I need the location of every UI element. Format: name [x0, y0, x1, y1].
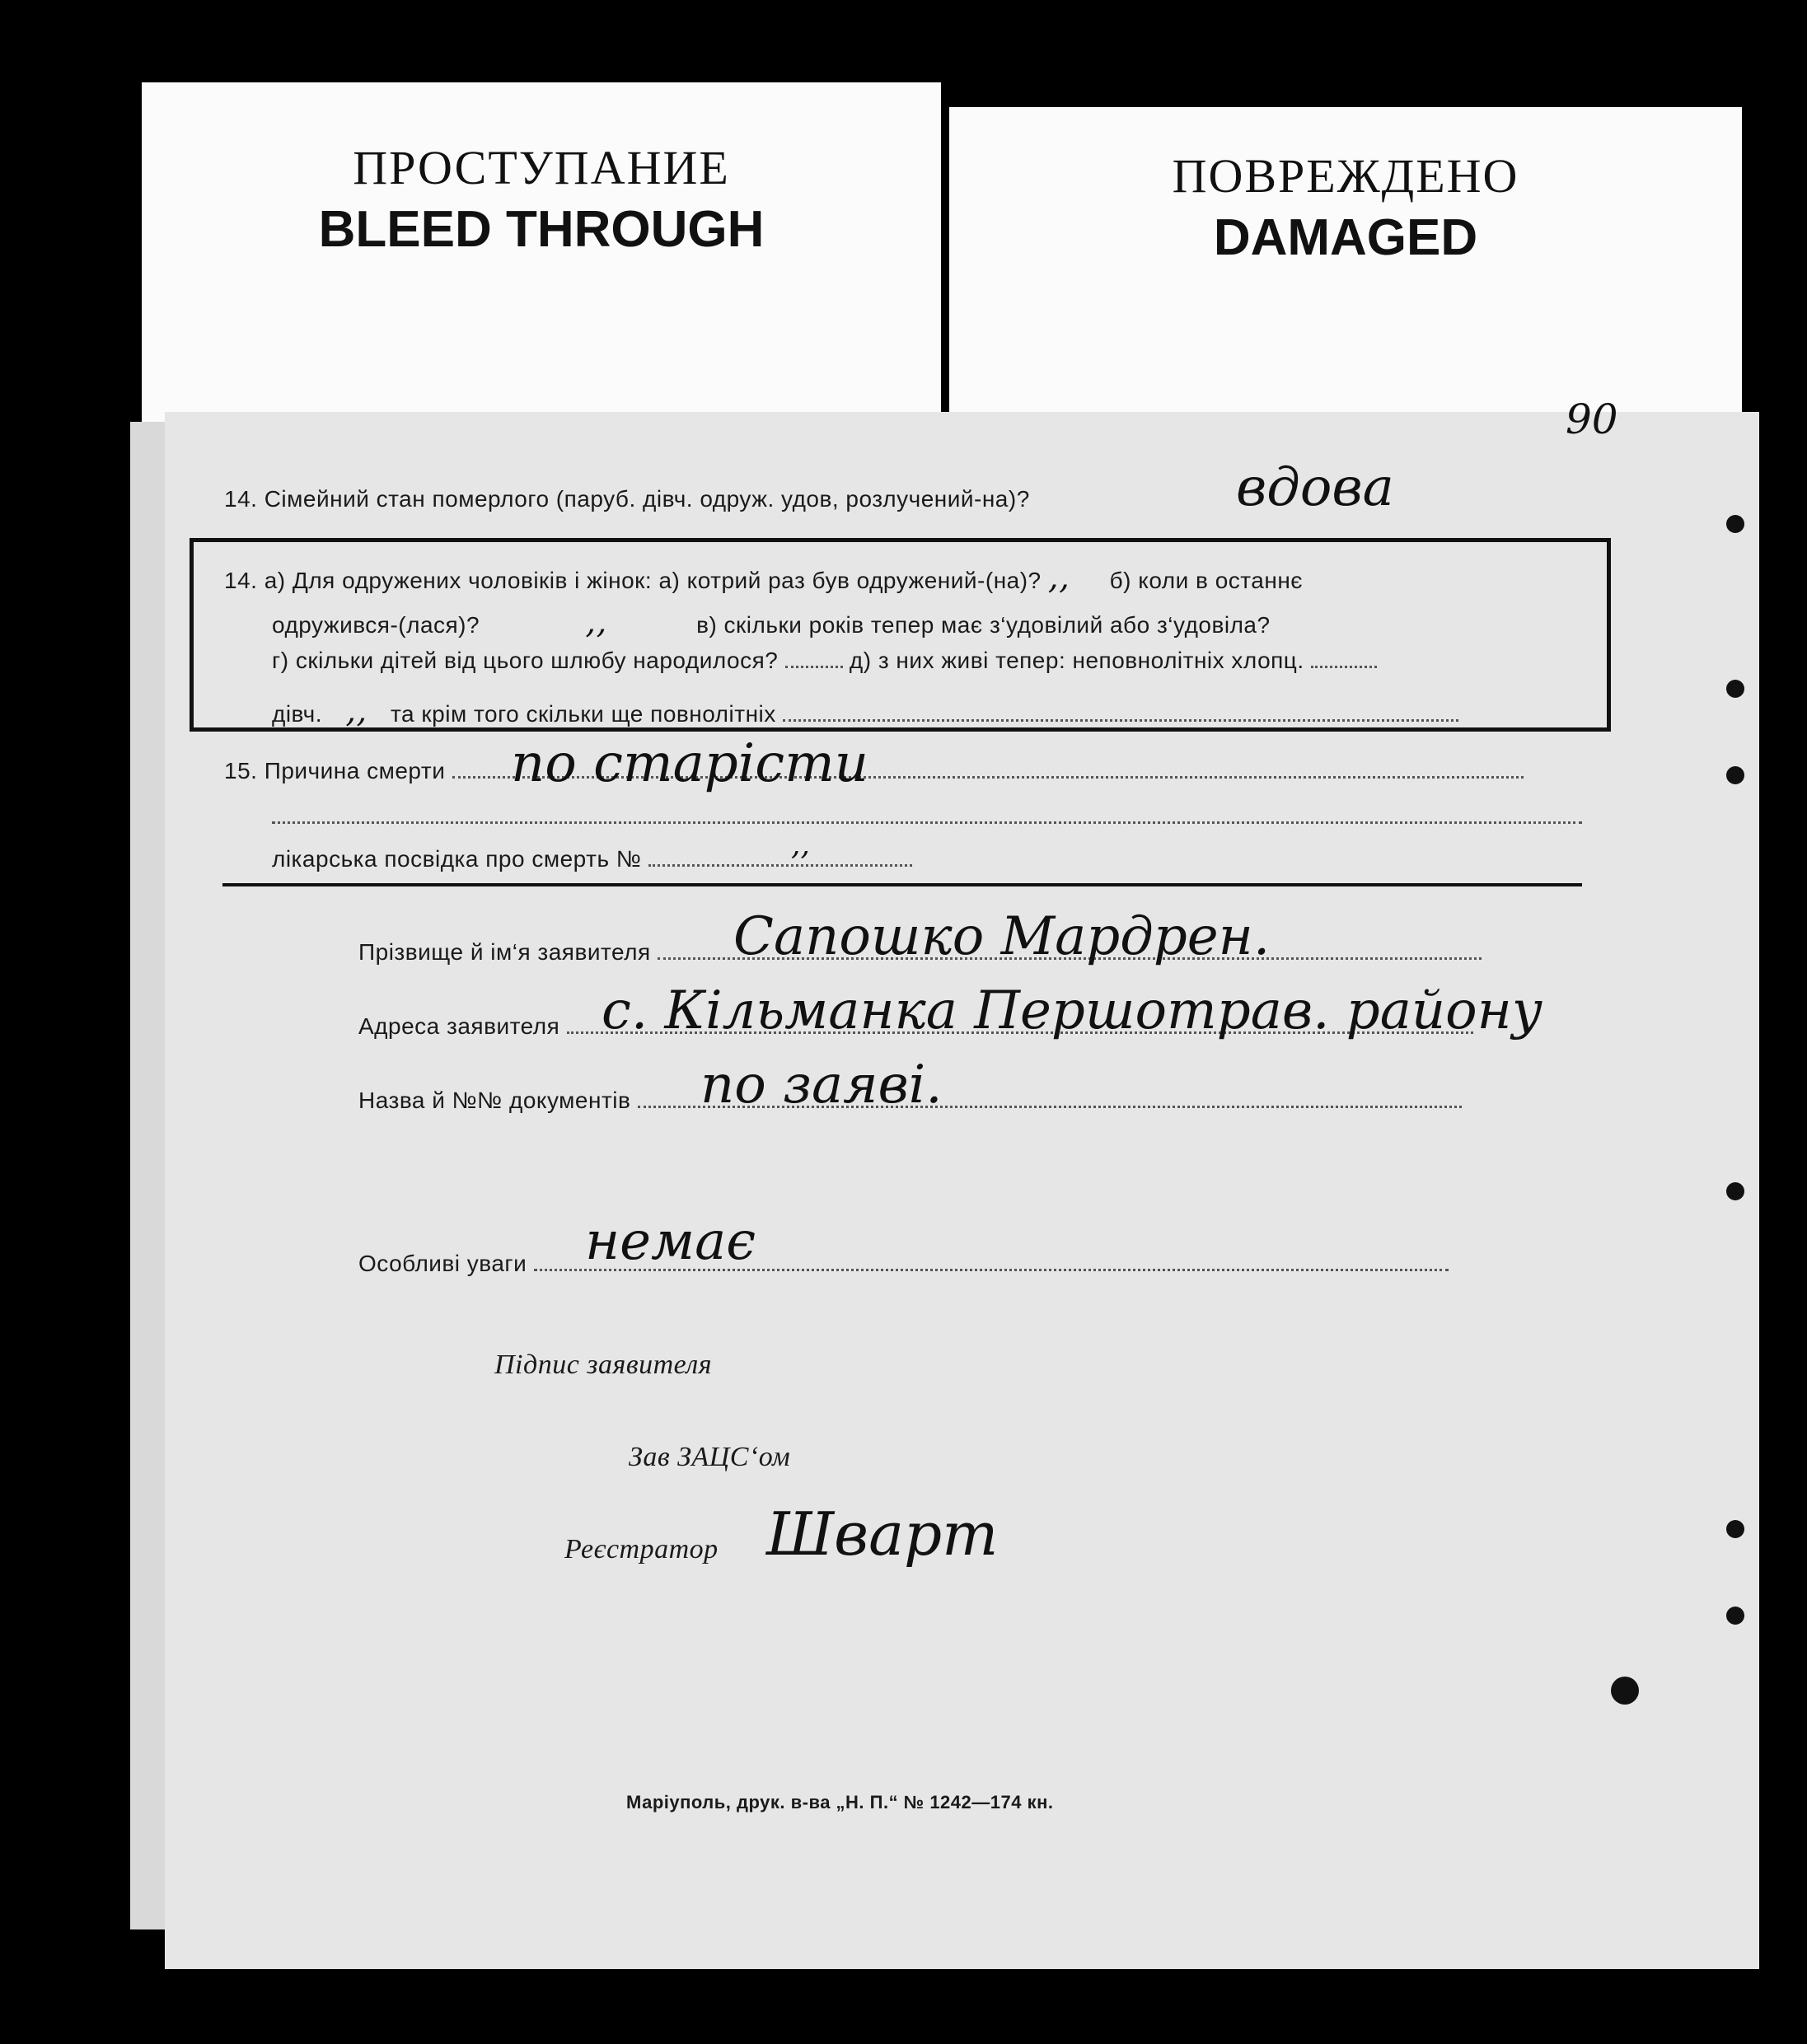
death-record-form [165, 395, 1759, 1969]
bleed-through-card [142, 82, 941, 437]
registrar-label: Реєстратор [564, 1534, 719, 1565]
head-zags-label: Зав ЗАЦС‘ом [629, 1442, 791, 1472]
documents-answer: по заяві. [700, 1055, 943, 1116]
dotted-line [1311, 665, 1377, 668]
binding-hole [1726, 766, 1744, 784]
dotted-line [783, 718, 1458, 722]
binding-hole [1611, 1677, 1639, 1705]
q14-line4-a: дівч. [272, 701, 323, 727]
q15-cause-label: 15. Причина смерти [224, 758, 446, 783]
remarks-answer: немає [585, 1211, 756, 1272]
documents-label: Назва й №№ документів [358, 1087, 631, 1113]
binding-hole [1726, 515, 1744, 533]
medical-cert-answer: ,, [791, 828, 810, 862]
q15-cause-answer: по старісти [511, 733, 868, 794]
q14-line2-b: в) скільки років тепер має з‘удовілий або з‘удовіла? [696, 612, 1271, 638]
printer-footer: Маріуполь, друк. в-ва „Н. П.“ № 1242—174 кн. [626, 1792, 1054, 1812]
q14-line3-b: д) з них живі тепер: неповнолітніх хлопц. [849, 648, 1304, 673]
q14-line1-a: 14. а) Для одружених чоловіків і жінок: а) котрий раз був одружений-(на)? [224, 568, 1042, 593]
bleed-through-label-en: BLEED THROUGH [318, 201, 765, 258]
q14-marital-label: 14. Сімейний стан померлого (паруб. дівч. одруж. удов, розлучений-на)? [224, 486, 1030, 512]
section-divider [222, 883, 1582, 886]
binding-hole [1726, 1607, 1744, 1625]
applicant-signature-label: Підпис заявителя [494, 1349, 713, 1380]
binding-hole [1726, 1182, 1744, 1200]
damaged-card [949, 107, 1742, 437]
q14-line1-answer: ,, [1047, 559, 1070, 596]
q14-line3-a: г) скільки дітей від цього шлюбу народилося? [272, 648, 779, 673]
damaged-label-en: DAMAGED [1213, 209, 1478, 266]
damaged-label-ru: ПОВРЕЖДЕНО [1172, 149, 1519, 203]
q14-marital-answer: вдова [1236, 457, 1394, 518]
binding-hole [1726, 1520, 1744, 1538]
remarks-label: Особливі уваги [358, 1251, 527, 1276]
corner-mark: 90 [1566, 395, 1618, 443]
binding-hole [1726, 680, 1744, 698]
q14-line2-answer: ,, [585, 603, 607, 641]
dotted-line [785, 665, 843, 668]
q14-line4-b: та крім того скільки ще повнолітніх [391, 701, 776, 727]
q14-line1-b: б) коли в останнє [1109, 568, 1304, 593]
dotted-line [648, 863, 912, 867]
applicant-address-label: Адреса заявителя [358, 1013, 560, 1039]
applicant-name-answer: Сапошко Мардрен. [733, 906, 1271, 967]
q14-line4-answer: ,, [345, 692, 367, 730]
registrar-signature: Шварт [766, 1499, 999, 1569]
bleed-through-label-ru: ПРОСТУПАНИЕ [353, 141, 730, 194]
dotted-line [272, 821, 1582, 824]
medical-cert-label: лікарська посвідка про смерть № [272, 846, 642, 872]
q14-line2-a: одружився-(лася)? [272, 612, 480, 638]
applicant-address-answer: с. Кільманка Першотрав. району [602, 980, 1543, 1041]
applicant-name-label: Прізвище й ім‘я заявителя [358, 939, 651, 965]
